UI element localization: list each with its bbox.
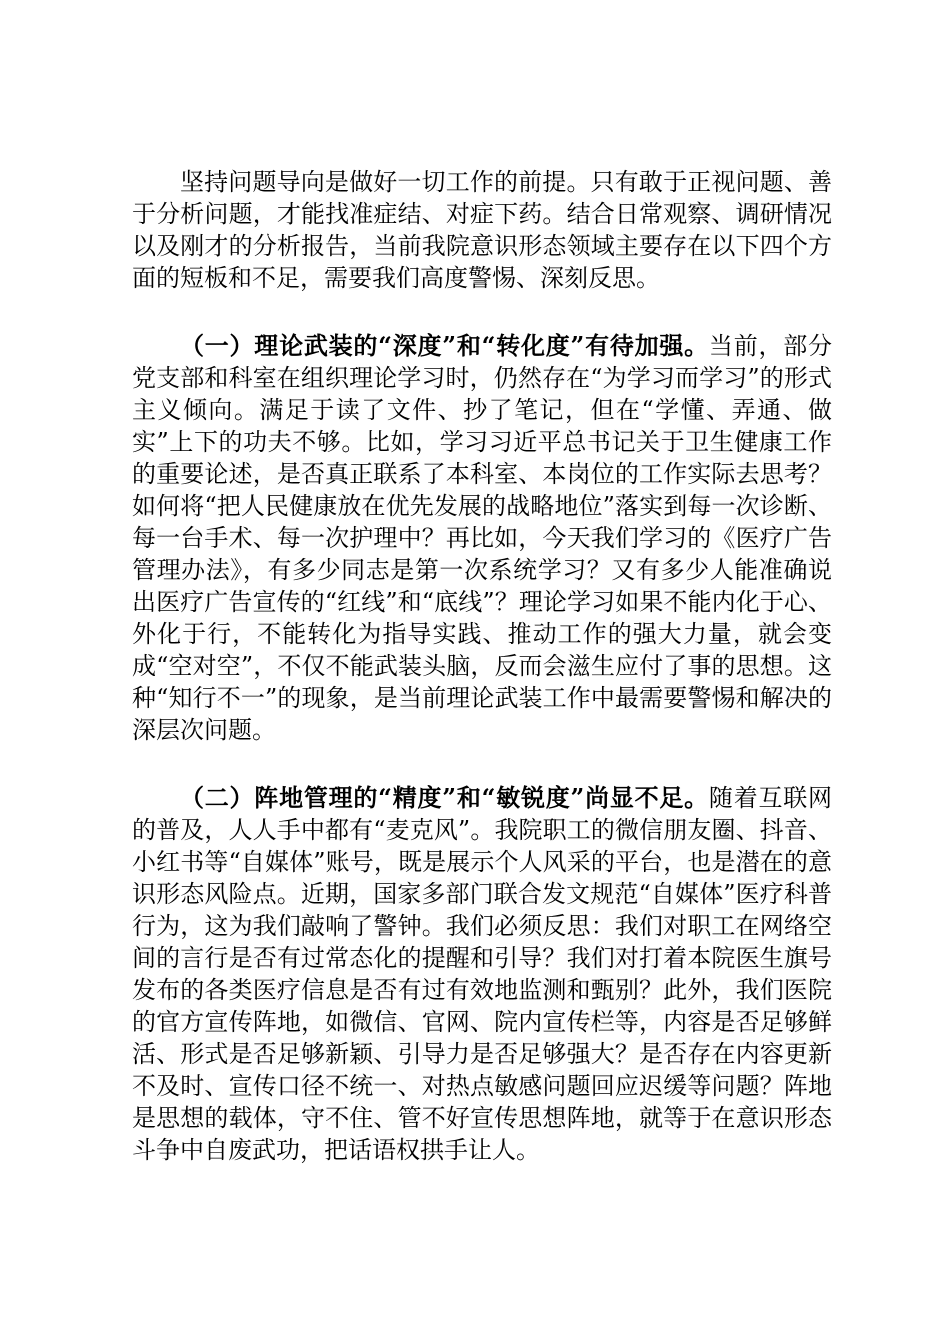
- intro-text: 坚持问题导向是做好一切工作的前提。只有敢于正视问题、善于分析问题，才能找准症结、对症下药。结合日常观察、调研情况以及刚才的分析报告，当前我院意识形态领域主要存在以下四个方面的短板和不足，需要我们高度警惕、深刻反思。: [132, 168, 832, 292]
- document-page: [132, 166, 832, 1166]
- section-1-heading: （一）理论武装的“深度”和“转化度”有待加强。: [180, 331, 709, 360]
- section-2-heading: （二）阵地管理的“精度”和“敏锐度”尚显不足。: [180, 783, 709, 812]
- section-2-body: 随着互联网的普及，人人手中都有“麦克风”。我院职工的微信朋友圈、抖音、小红书等“自媒体”账号，既是展示个人风采的平台，也是潜在的意识形态风险点。近期，国家多部门联合发文规范“自媒体”医疗科普行为，这为我们敲响了警钟。我们必须反思：我们对职工在网络空间的言行是否有过常态化的提醒和引导？我们对打着本院医生旗号发布的各类医疗信息是否有过有效地监测和甄别？此外，我们医院的官方宣传阵地，如微信、官网、院内宣传栏等，内容是否足够鲜活、形式是否足够新颖、引导力是否足够强大？是否存在内容更新不及时、宣传口径不统一、对热点敏感问题回应迟缓等问题？阵地是思想的载体，守不住、管不好宣传思想阵地，就等于在意识形态斗争中自废武功，把话语权拱手让人。: [132, 784, 833, 1164]
- section-1-body: 当前，部分党支部和科室在组织理论学习时，仍然存在“为学习而学习”的形式主义倾向。满足于读了文件、抄了笔记，但在“学懂、弄通、做实”上下的功夫不够。比如，学习习近平总书记关于卫生健康工作的重要论述，是否真正联系了本科室、本岗位的工作实际去思考？如何将“把人民健康放在优先发展的战略地位”落实到每一次诊断、每一台手术、每一次护理中？再比如，今天我们学习的《医疗广告管理办法》，有多少同志是第一次系统学习？又有多少人能准确说出医疗广告宣传的“红线”和“底线”？理论学习如果不能内化于心、外化于行，不能转化为指导实践、推动工作的强大力量，就会变成“空对空”，不仅不能武装头脑，反而会滋生应付了事的思想。这种“知行不一”的现象，是当前理论武装工作中最需要警惕和解决的深层次问题。: [132, 332, 833, 744]
- section-1-paragraph: [132, 330, 832, 746]
- intro-paragraph: [132, 166, 832, 294]
- section-2-paragraph: [132, 782, 832, 1166]
